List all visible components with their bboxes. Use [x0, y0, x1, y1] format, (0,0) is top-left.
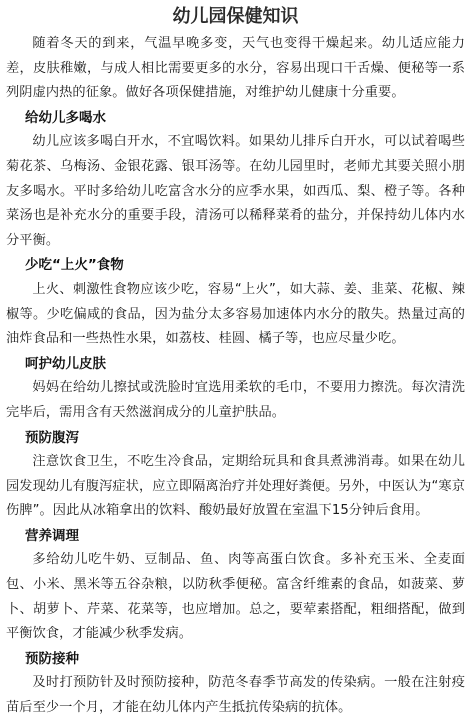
- section-body-prevent-diarrhea: 注意饮食卫生，不吃生冷食品，定期给玩具和食具煮沸消毒。如果在幼儿园发现幼儿有腹泻症状，应立即隔离治疗并处理好粪便。另外，中医认为“寒京伤脾”。因此从冰箱拿出的饮料、酸奶最好放置在室温下15分钟后食用。: [6, 454, 465, 519]
- section-heading-avoid-heaty-food: 少吃“上火”食物: [25, 257, 124, 274]
- section-heading-drink-water: 给幼儿多喝水: [25, 109, 106, 126]
- section-body-vaccination: 及时打预防针及时预防接种，防范冬春季节高发的传染病。一般在注射疫苗后至少一个月，才能在幼儿体内产生抵抗传染病的抗体。: [6, 675, 465, 716]
- section-body-drink-water: 幼儿应该多喝白开水，不宜喝饮料。如果幼儿排斥白开水，可以试着喝些菊花茶、乌梅汤、金银花露、银耳汤等。在幼儿园里时，老师尤其要关照小朋友多喝水。平时多给幼儿吃富含水分的应季水果，如西瓜、梨、橙子等。各种菜汤也是补充水分的重要手段，清汤可以稀释菜肴的盐分，并保持幼儿体内水分平衡。: [6, 134, 465, 248]
- section-heading-prevent-diarrhea: 预防腹泻: [25, 429, 79, 446]
- section-body-skin-care: 妈妈在给幼儿擦拭或洗脸时宜选用柔软的毛巾，不要用力擦洗。每次清洗完毕后，需用含有天然滋润成分的儿童护肤品。: [6, 380, 465, 420]
- page-title: 幼儿园保健知识: [172, 6, 299, 27]
- section-heading-nutrition: 营养调理: [25, 527, 79, 544]
- section-body-nutrition: 多给幼儿吃牛奶、豆制品、鱼、肉等高蛋白饮食。多补充玉米、全麦面包、小米、黑米等五谷杂粮，以防秋季便秘。富含纤维素的食品，如菠菜、萝卜、胡萝卜、芹菜、花菜等，也应增加。总之，要荤素搭配，粗细搭配，做到平衡饮食，才能减少秋季发病。: [6, 552, 465, 642]
- section-heading-vaccination: 预防接种: [25, 650, 79, 667]
- intro-paragraph: 随着冬天的到来，气温早晚多变，天气也变得干燥起来。幼儿适应能力差，皮肤稚嫩，与成人相比需要更多的水分，容易出现口干舌燥、便秘等一系列阴虚内热的征象。做好各项保健措施，对维护幼儿健康十分重要。: [6, 36, 465, 101]
- section-body-avoid-heaty-food: 上火、刺激性食物应该少吃，容易“上火”，如大蒜、姜、韭菜、花椒、辣椒等。少吃偏咸的食品，因为盐分太多容易加速体内水分的散失。热量过高的油炸食品和一些热性水果，如荔枝、桂圆、橘子等，也应尽量少吃。: [6, 281, 465, 347]
- section-heading-skin-care: 呵护幼儿皮肤: [25, 355, 106, 372]
